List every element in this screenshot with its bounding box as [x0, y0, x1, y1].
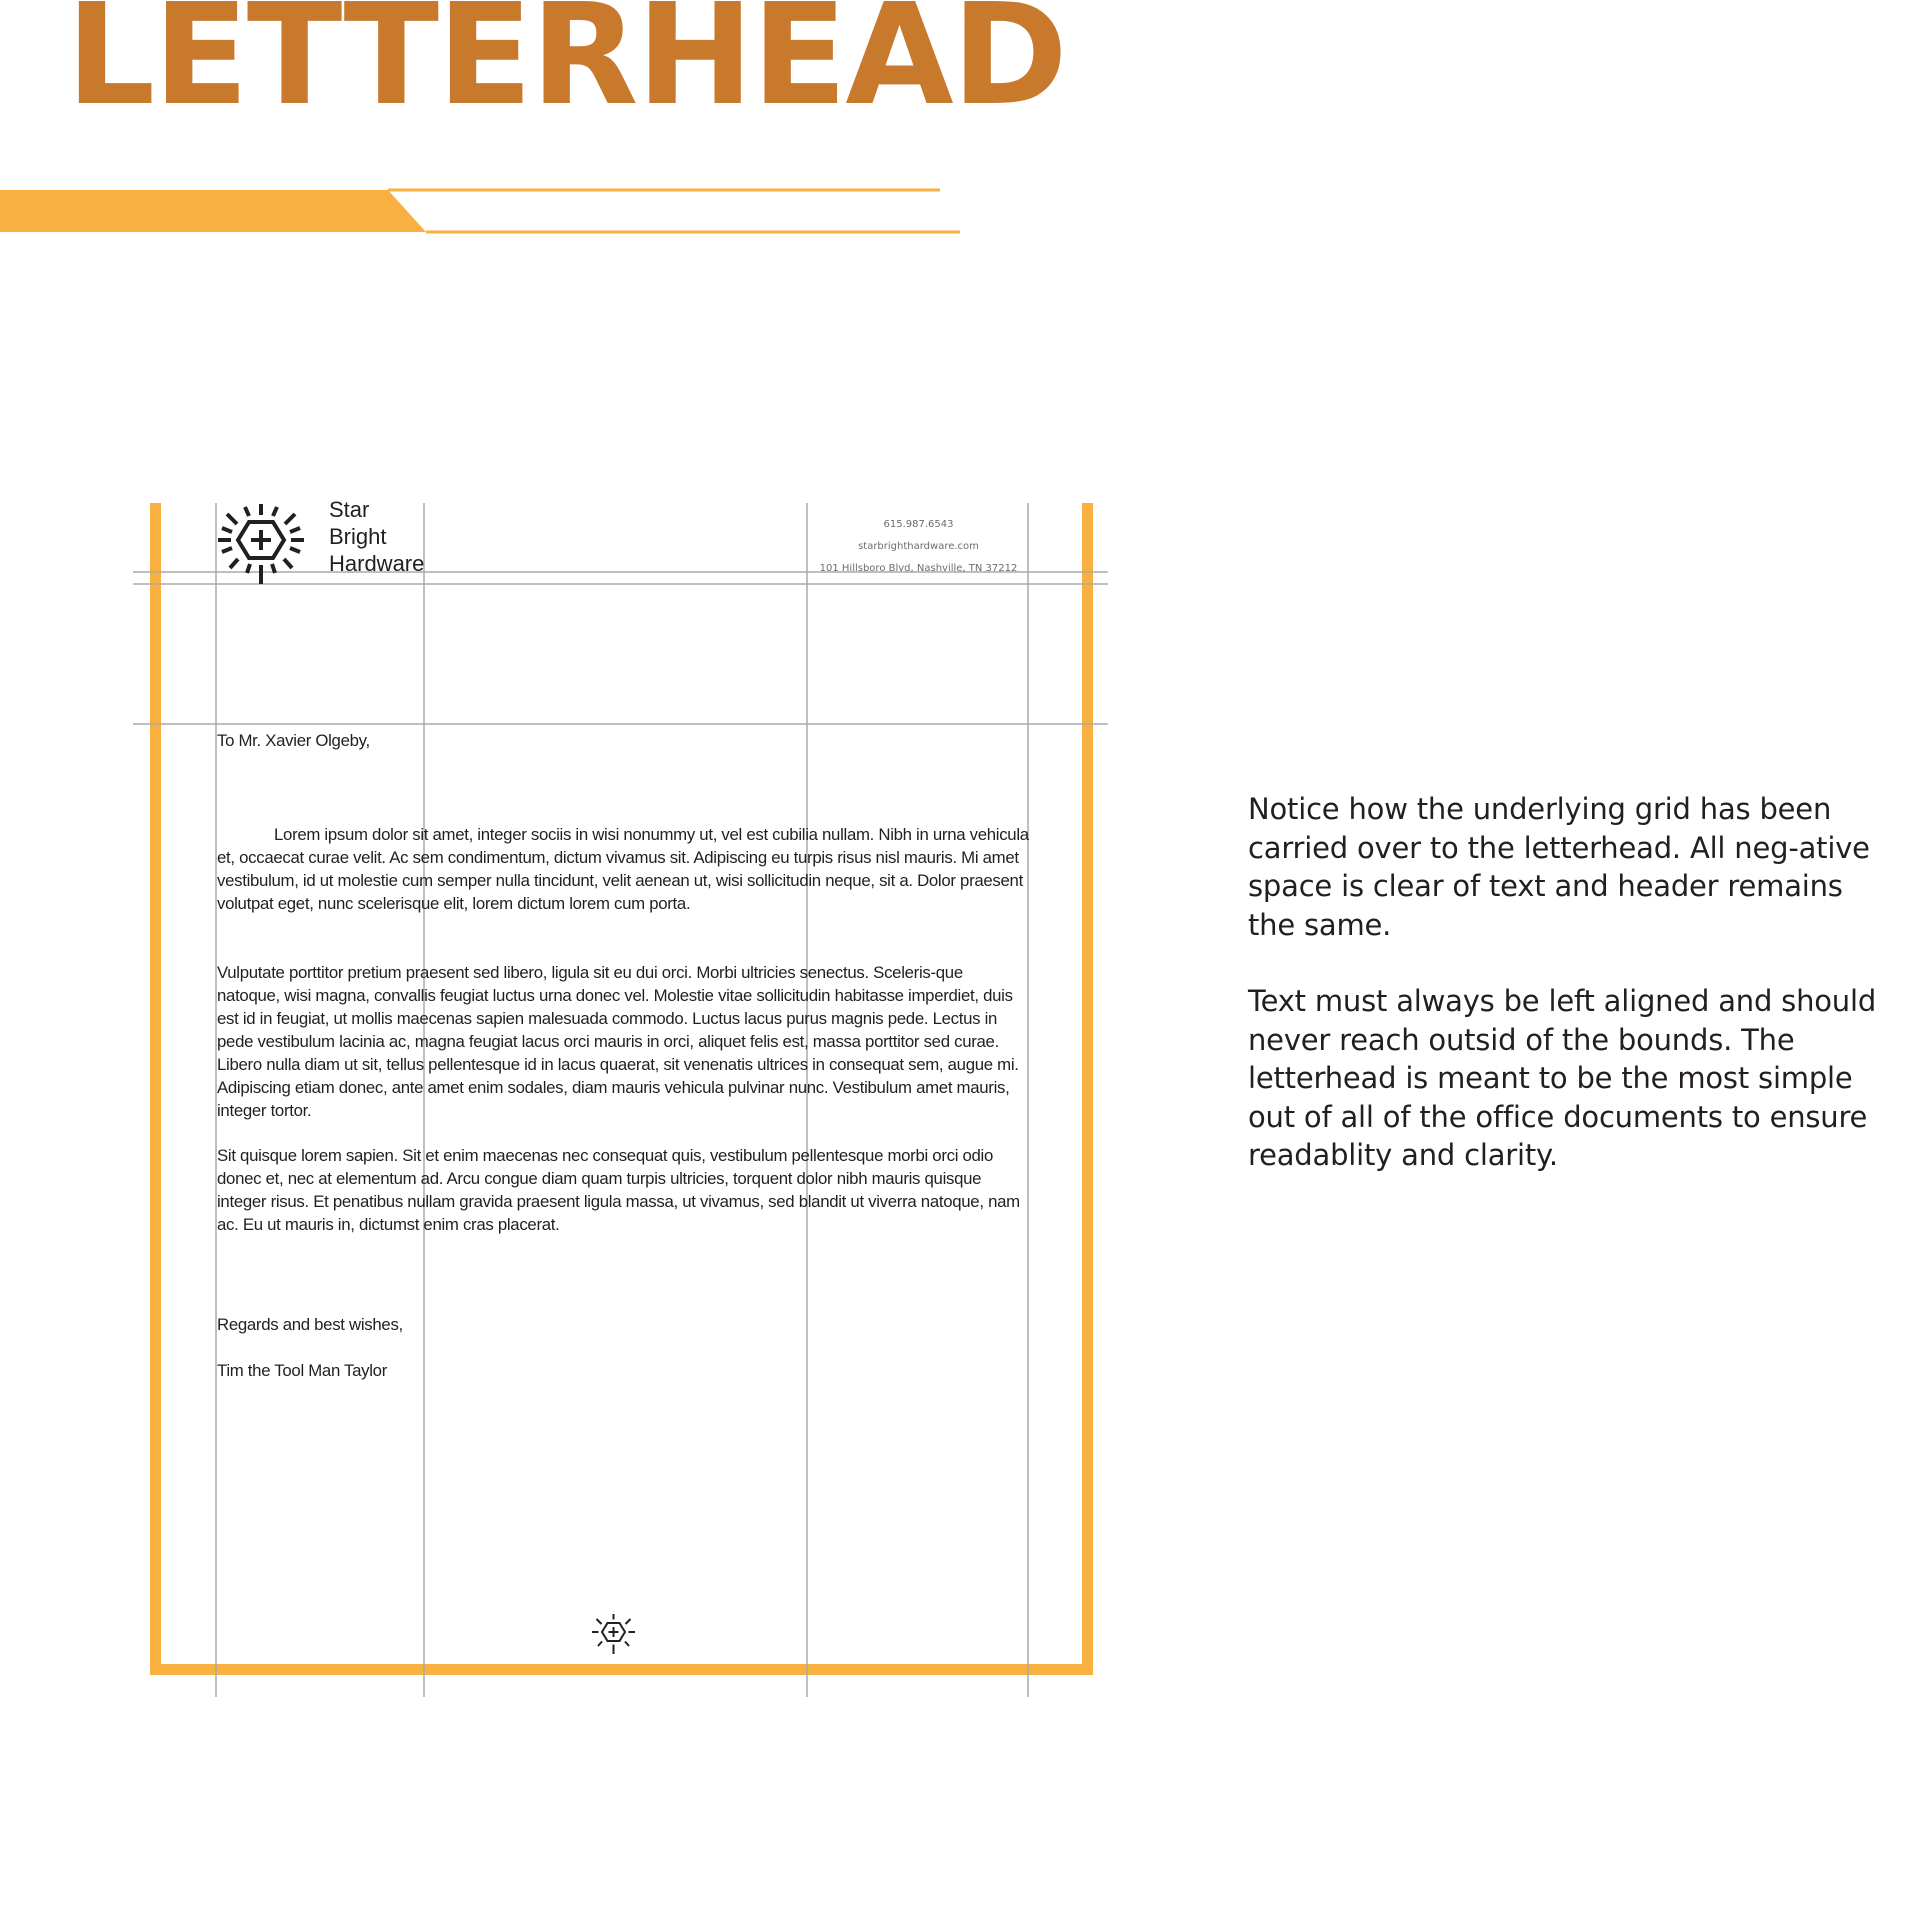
letter-paragraph: Vulputate porttitor pretium praesent sed libero, ligula sit eu dui orci. Morbi ultricies senectus. Sceleris-que natoque, wisi magna, convallis feugiat luctus urna donec vel. Molestie vitae sollicitudin habitasse imperdiet, duis est id in feugiat, ut mollis maecenas sapien malesuada commodo. Luctus lacus purus magnis pede. Lectus in pede vestibulum lacinia ac, magna feugiat lacus orci mauris in orci, aliquet felis est, massa porttitor sed curae. Libero nulla diam ut sit, tellus pellentesque id in lacus quaerat, sit venenatis ultrices in consequat sem, augue mi. Adipiscing etiam donec, ante amet enim sodales, diam mauris vehicula pulvinar nunc. Vestibulum amet mauris, integer tortor. — [217, 963, 1019, 1120]
contact-block — [812, 514, 1025, 580]
brand-line: Bright — [329, 524, 387, 549]
brand-line: Hardware — [329, 551, 425, 576]
note-paragraph: Notice how the underlying grid has been carried over to the letterhead. All neg-ative space is clear of text and header remains the same. — [1248, 792, 1870, 942]
letter-paragraph: Lorem ipsum dolor sit amet, integer sociis in wisi nonummy ut, vel est cubilia nullam. Nibh in urna vehicula et, occaecat curae velit. Ac sem condimentum, dictum vivamus sit. Adipiscing eu turpis risus nisl mauris. Mi amet vestibulum, id ut molestie cum semper nulla tincidunt, velit aenean ut, wisi sollicitudin neque, sit a. Dolor praesent volutpat eget, nunc scelerisque elit, lorem dictum lorem cum porta. — [217, 825, 1029, 913]
contact-address: 101 Hillsboro Blvd, Nashville, TN 37212 — [819, 563, 1018, 574]
sun-hexagon-plus-icon — [591, 1611, 641, 1657]
brand-name — [329, 496, 424, 577]
letter-closing: Regards and best wishes, — [217, 1315, 403, 1334]
sun-hexagon-plus-icon — [216, 502, 316, 586]
letter-salutation: To Mr. Xavier Olgeby, — [217, 731, 370, 750]
letter-paragraph: Sit quisque lorem sapien. Sit et enim maecenas nec consequat quis, vestibulum pellentesque morbi orci odio donec et, nec at elementum ad. Arcu congue diam quam turpis ultricies, torquent dolor nibh mauris quisque integer risus. Et penatibus nullam gravida praesent ligula massa, ut vivamus, sed blandit ut viverra natoque, nam ac. Eu ut mauris in, dictumst enim cras placerat. — [217, 1146, 1020, 1234]
letter-signature: Tim the Tool Man Taylor — [217, 1361, 387, 1380]
page-title: LETTERHEAD — [66, 0, 1066, 137]
contact-website: starbrighthardware.com — [858, 541, 979, 552]
brand-line: Star — [329, 497, 370, 522]
contact-phone: 615.987.6543 — [883, 519, 954, 530]
note-paragraph: Text must always be left aligned and should never reach outsid of the bounds. The letterhead is meant to be the most simple out of all of the office documents to ensure readablity and clarity. — [1248, 984, 1877, 1172]
